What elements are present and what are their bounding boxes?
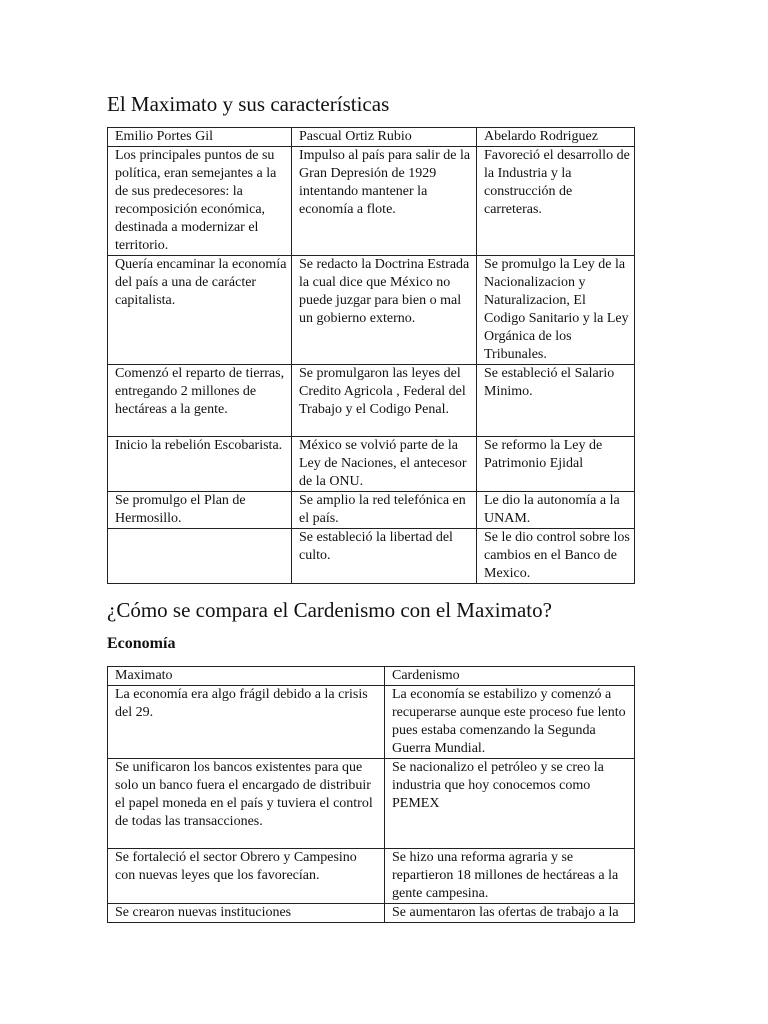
table-row	[108, 904, 635, 923]
table-cell: Impulso al país para salir de la Gran Depresión de 1929 intentando mantener la economía a flote.	[292, 147, 477, 256]
table-cell: Se reformo la Ley de Patrimonio Ejidal	[477, 437, 635, 492]
table-cell: Se aumentaron las ofertas de trabajo a la	[385, 904, 635, 923]
document-title: El Maximato y sus características	[107, 92, 390, 116]
table-row	[108, 529, 635, 584]
table-cell: Se estableció el Salario Minimo.	[477, 365, 635, 437]
table-row	[108, 147, 635, 256]
table-header-cell: Cardenismo	[385, 667, 635, 686]
table-row	[108, 256, 635, 365]
table-cell: Se promulgo el Plan de Hermosillo.	[108, 492, 292, 529]
table-cell: Comenzó el reparto de tierras, entregando 2 millones de hectáreas a la gente.	[108, 365, 292, 437]
table-cell: Se hizo una reforma agraria y se repartieron 18 millones de hectáreas a la gente campesina.	[385, 849, 635, 904]
table-cell: Se le dio control sobre los cambios en el Banco de Mexico.	[477, 529, 635, 584]
table-cell: Quería encaminar la economía del país a una de carácter capitalista.	[108, 256, 292, 365]
table-cell: Inicio la rebelión Escobarista.	[108, 437, 292, 492]
table-row	[108, 849, 635, 904]
comparison-question-heading: ¿Cómo se compara el Cardenismo con el Maximato?	[107, 598, 552, 622]
table-row	[108, 759, 635, 849]
table-cell: Se crearon nuevas instituciones	[108, 904, 385, 923]
table-cell: Se promulgo la Ley de la Nacionalizacion y Naturalizacion, El Codigo Sanitario y la Ley Orgánica de los Tribunales.	[477, 256, 635, 365]
table-cell-empty	[108, 529, 292, 584]
table-header-row	[108, 128, 635, 147]
table-cell: Se fortaleció el sector Obrero y Campesino con nuevas leyes que los favorecían.	[108, 849, 385, 904]
table-cell: Se nacionalizo el petróleo y se creo la industria que hoy conocemos como PEMEX	[385, 759, 635, 849]
maximato-presidents-table	[107, 127, 635, 584]
table-header-cell: Emilio Portes Gil	[108, 128, 292, 147]
table-cell: Se promulgaron las leyes del Credito Agricola , Federal del Trabajo y el Codigo Penal.	[292, 365, 477, 437]
table-row	[108, 365, 635, 437]
table-row	[108, 492, 635, 529]
table-row	[108, 437, 635, 492]
table-cell: Se unificaron los bancos existentes para que solo un banco fuera el encargado de distribuir el papel moneda en el país y tuviera el control de todas las transacciones.	[108, 759, 385, 849]
table-cell: Favoreció el desarrollo de la Industria y la construcción de carreteras.	[477, 147, 635, 256]
table-header-cell: Maximato	[108, 667, 385, 686]
table-header-cell: Abelardo Rodriguez	[477, 128, 635, 147]
table-cell: Se redacto la Doctrina Estrada la cual dice que México no puede juzgar para bien o mal un gobierno externo.	[292, 256, 477, 365]
table-row	[108, 686, 635, 759]
table-cell: Se estableció la libertad del culto.	[292, 529, 477, 584]
table-cell: La economía era algo frágil debido a la crisis del 29.	[108, 686, 385, 759]
table-cell: La economía se estabilizo y comenzó a recuperarse aunque este proceso fue lento pues estaba comenzando la Segunda Guerra Mundial.	[385, 686, 635, 759]
table-cell: Los principales puntos de su política, eran semejantes a la de sus predecesores: la recomposición económica, destinada a modernizar el territorio.	[108, 147, 292, 256]
economy-section-heading: Economía	[107, 635, 176, 652]
table-cell: Le dio la autonomía a la UNAM.	[477, 492, 635, 529]
table-cell: México se volvió parte de la Ley de Naciones, el antecesor de la ONU.	[292, 437, 477, 492]
table-header-cell: Pascual Ortiz Rubio	[292, 128, 477, 147]
economy-comparison-table	[107, 666, 635, 923]
table-header-row	[108, 667, 635, 686]
table-cell: Se amplio la red telefónica en el país.	[292, 492, 477, 529]
